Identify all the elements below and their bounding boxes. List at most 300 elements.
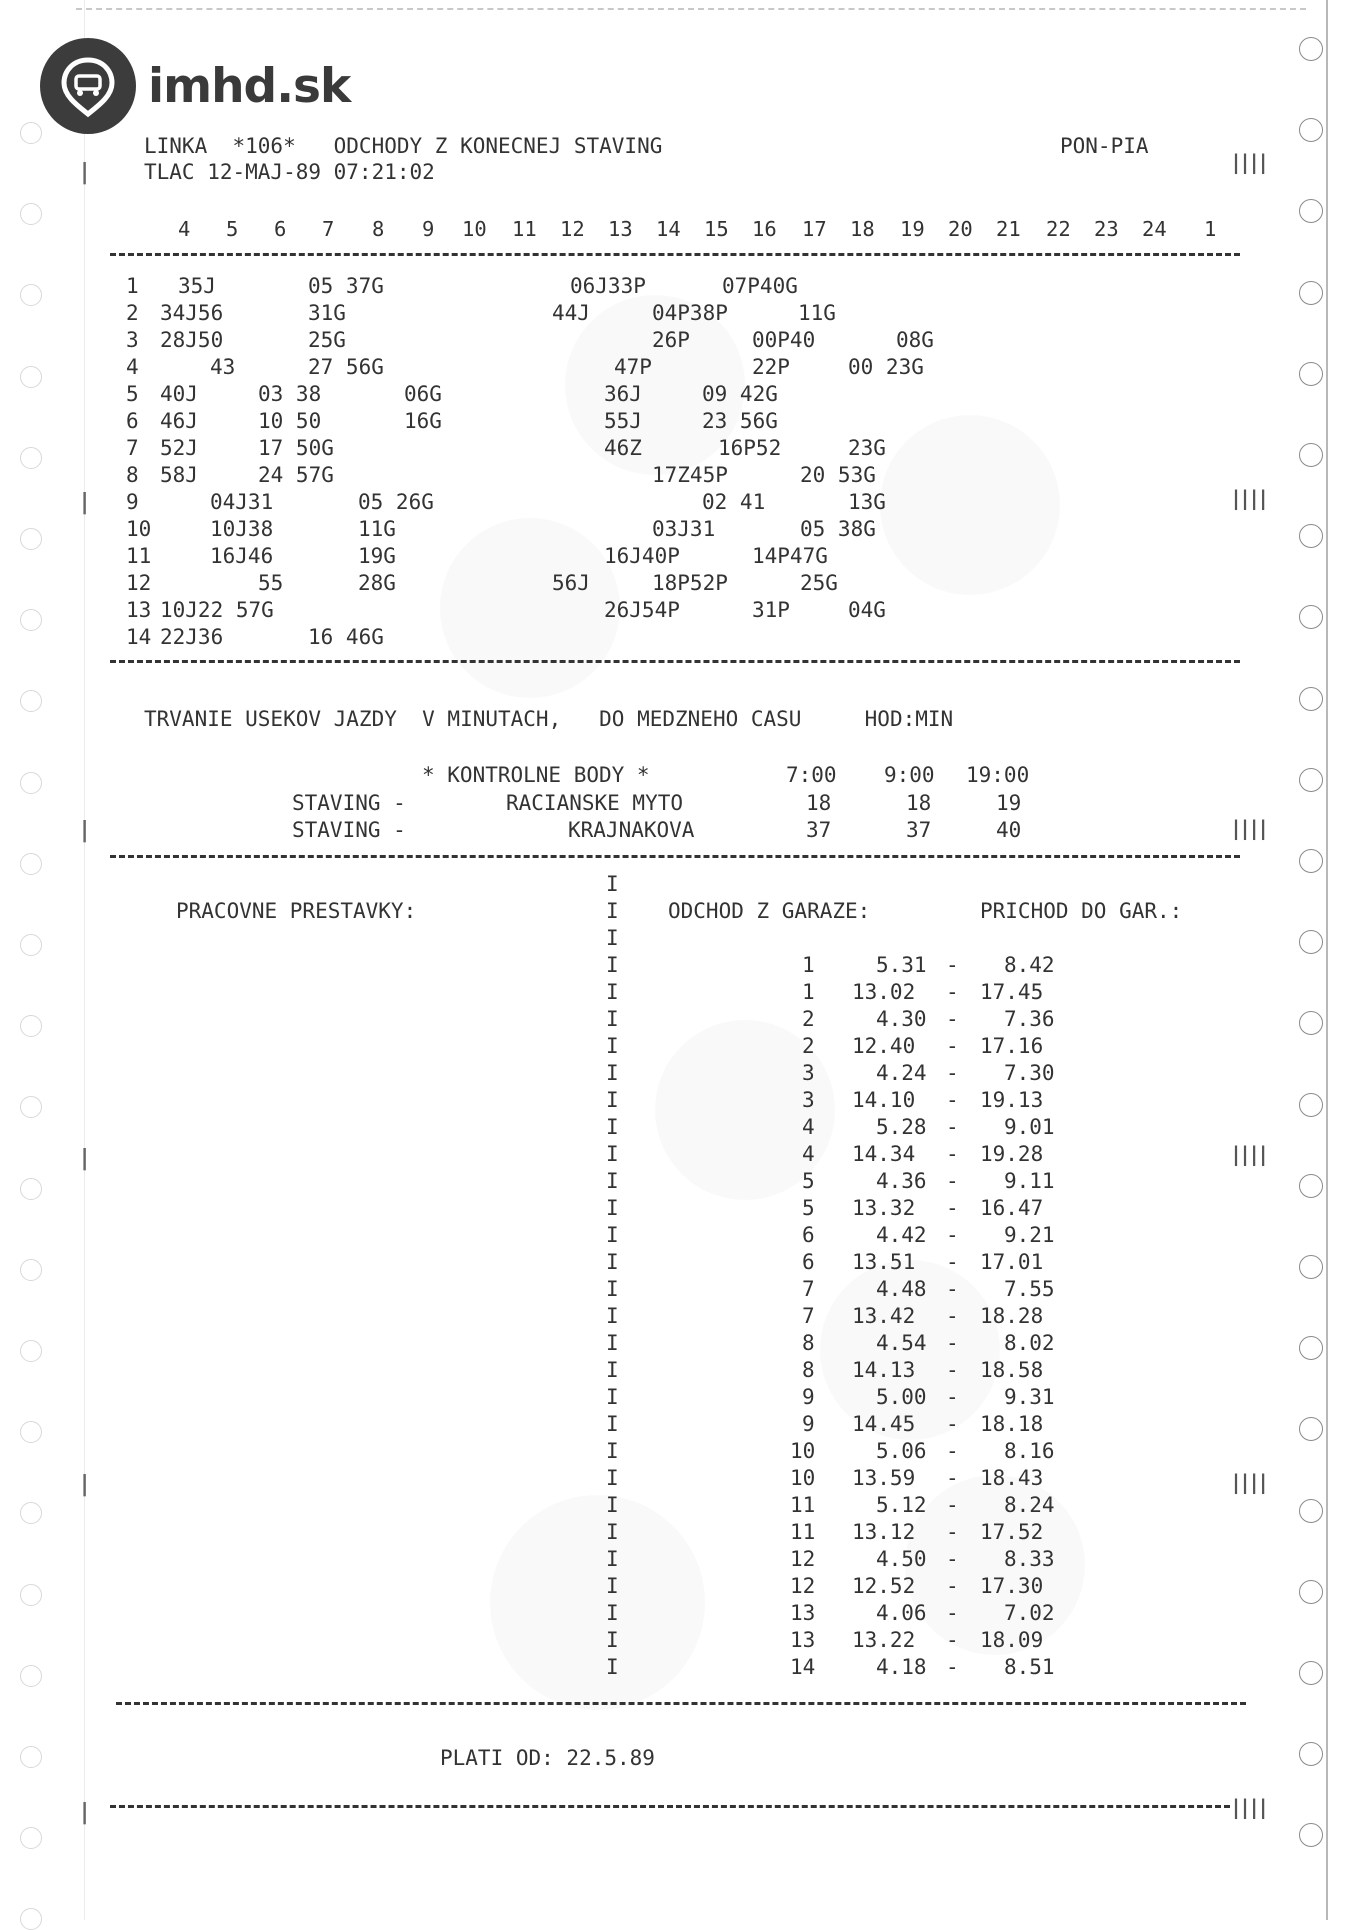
garage-bus-number: 5 — [802, 1196, 815, 1220]
hour-label: 24 — [1142, 217, 1167, 241]
hour-label: 13 — [608, 217, 633, 241]
garage-in-time: 8.42 — [1004, 953, 1055, 977]
departure-cell: 24 57G — [258, 463, 334, 487]
departure-cell: 16J40P — [604, 544, 680, 568]
separator — [110, 1805, 1230, 1808]
departure-cell: 05 38G — [800, 517, 876, 541]
departure-cell: 34J56 — [160, 301, 224, 325]
row-number: 1 — [126, 274, 139, 298]
garage-bus-number: 13 — [790, 1628, 816, 1652]
departure-cell: 04J31 — [210, 490, 274, 514]
garage-bus-number: 2 — [802, 1007, 815, 1031]
tractor-hole — [20, 1502, 42, 1524]
garage-out-time: 14.34 — [852, 1142, 916, 1166]
row-number: 9 — [126, 490, 139, 514]
hour-label: 21 — [996, 217, 1021, 241]
departure-cell: 04G — [848, 598, 886, 622]
perforation-mark: | — [78, 1800, 92, 1825]
hour-label: 9 — [422, 217, 435, 241]
row-number: 11 — [126, 544, 152, 568]
tractor-hole — [20, 690, 42, 712]
divider-glyph: I — [606, 1115, 619, 1139]
tractor-hole — [1299, 1823, 1323, 1847]
tractor-hole — [1299, 199, 1323, 223]
hour-label: 7 — [322, 217, 335, 241]
divider-glyph: I — [606, 872, 619, 896]
divider-glyph: I — [606, 1601, 619, 1625]
garage-dash: - — [946, 1574, 959, 1598]
departure-cell: 36J — [604, 382, 642, 406]
tractor-hole — [1299, 1093, 1323, 1117]
garage-in-time: 7.02 — [1004, 1601, 1055, 1625]
garage-bus-number: 1 — [802, 980, 815, 1004]
divider-glyph: I — [606, 1250, 619, 1274]
row-number: 14 — [126, 625, 152, 649]
garage-bus-number: 8 — [802, 1358, 815, 1382]
garage-in-time: 9.31 — [1004, 1385, 1055, 1409]
divider-glyph: I — [606, 1412, 619, 1436]
duration-val: 18 — [906, 791, 932, 815]
tractor-hole — [20, 1259, 42, 1281]
garage-out-time: 4.48 — [876, 1277, 927, 1301]
departure-cell: 10J22 57G — [160, 598, 274, 622]
print-timestamp: TLAC 12-MAJ-89 07:21:02 — [144, 160, 435, 184]
separator — [110, 253, 1240, 256]
garage-in-time: 17.16 — [980, 1034, 1044, 1058]
departure-cell: 17Z45P — [652, 463, 728, 487]
garage-in-time: 18.58 — [980, 1358, 1044, 1382]
garage-in-time: 8.33 — [1004, 1547, 1055, 1571]
garage-in-time: 18.09 — [980, 1628, 1044, 1652]
day-type: PON-PIA — [1060, 134, 1149, 158]
garage-out-time: 14.10 — [852, 1088, 916, 1112]
hour-label: 23 — [1094, 217, 1119, 241]
garage-bus-number: 6 — [802, 1250, 815, 1274]
departure-cell: 26P — [652, 328, 690, 352]
segment-to: KRAJNAKOVA — [568, 818, 695, 842]
garage-out-time: 4.30 — [876, 1007, 927, 1031]
departure-cell: 43 — [210, 355, 236, 379]
garage-dash: - — [946, 1385, 959, 1409]
tractor-hole — [20, 934, 42, 956]
departure-cell: 52J — [160, 436, 198, 460]
departure-cell: 26J54P — [604, 598, 680, 622]
tractor-hole — [20, 528, 42, 550]
logo-text: imhd.sk — [148, 58, 351, 114]
garage-dash: - — [946, 1439, 959, 1463]
divider-glyph: I — [606, 1142, 619, 1166]
tractor-hole — [1299, 37, 1323, 61]
divider-glyph: I — [606, 1547, 619, 1571]
bus-pin-icon — [40, 38, 136, 134]
garage-in-time: 16.47 — [980, 1196, 1044, 1220]
tractor-hole — [20, 1908, 42, 1930]
garage-dash: - — [946, 1088, 959, 1112]
departure-cell: 20 53G — [800, 463, 876, 487]
garage-in-time: 9.21 — [1004, 1223, 1055, 1247]
departure-cell: 14P47G — [752, 544, 828, 568]
tractor-hole — [1299, 768, 1323, 792]
tractor-hole — [1299, 930, 1323, 954]
tractor-hole — [1299, 281, 1323, 305]
row-number: 6 — [126, 409, 139, 433]
garage-in-time: 19.13 — [980, 1088, 1044, 1112]
segment-from: STAVING - — [292, 818, 406, 842]
hour-label: 12 — [560, 217, 585, 241]
departure-cell: 16G — [404, 409, 442, 433]
tractor-hole — [1299, 687, 1323, 711]
hour-label: 22 — [1046, 217, 1071, 241]
garage-in-time: 18.43 — [980, 1466, 1044, 1490]
divider-glyph: I — [606, 1061, 619, 1085]
departure-cell: 11G — [358, 517, 396, 541]
tractor-hole — [1299, 1174, 1323, 1198]
departure-cell: 31G — [308, 301, 346, 325]
garage-out-time: 13.22 — [852, 1628, 916, 1652]
tractor-hole — [20, 366, 42, 388]
garage-bus-number: 3 — [802, 1061, 815, 1085]
tractor-hole — [1299, 1255, 1323, 1279]
garage-dash: - — [946, 1034, 959, 1058]
hour-label: 10 — [462, 217, 487, 241]
divider-glyph: I — [606, 1088, 619, 1112]
garage-out-time: 4.36 — [876, 1169, 927, 1193]
garage-dash: - — [946, 1277, 959, 1301]
tractor-hole — [20, 122, 42, 144]
left-edge — [84, 0, 85, 1920]
garage-bus-number: 10 — [790, 1439, 816, 1463]
segment-from: STAVING - — [292, 791, 406, 815]
departure-cell: 27 56G — [308, 355, 384, 379]
top-perforation — [76, 8, 1306, 10]
divider-glyph: I — [606, 1007, 619, 1031]
perforation-mark: | — [78, 160, 92, 185]
row-number: 13 — [126, 598, 152, 622]
departure-cell: 10J38 — [210, 517, 274, 541]
garage-out-time: 4.50 — [876, 1547, 927, 1571]
garage-out-time: 5.00 — [876, 1385, 927, 1409]
garage-bus-number: 6 — [802, 1223, 815, 1247]
garage-dash: - — [946, 1304, 959, 1328]
tractor-hole — [20, 1827, 42, 1849]
tractor-hole — [1299, 443, 1323, 467]
garage-bus-number: 7 — [802, 1304, 815, 1328]
perforation-mark: | — [78, 1472, 92, 1497]
garage-dash: - — [946, 980, 959, 1004]
garage-out-time: 5.12 — [876, 1493, 927, 1517]
departure-cell: 05 26G — [358, 490, 434, 514]
departure-cell: 18P52P — [652, 571, 728, 595]
row-number: 5 — [126, 382, 139, 406]
garage-bus-number: 4 — [802, 1142, 815, 1166]
garage-in-time: 18.18 — [980, 1412, 1044, 1436]
garage-dash: - — [946, 1358, 959, 1382]
tractor-hole — [1299, 1661, 1323, 1685]
duration-val: 37 — [906, 818, 932, 842]
garage-in-time: 9.01 — [1004, 1115, 1055, 1139]
departure-cell: 35J — [178, 274, 216, 298]
garage-bus-number: 2 — [802, 1034, 815, 1058]
tractor-hole — [20, 1015, 42, 1037]
departure-cell: 03 38 — [258, 382, 322, 406]
garage-dash: - — [946, 1547, 959, 1571]
garage-bus-number: 5 — [802, 1169, 815, 1193]
garage-out-time: 13.32 — [852, 1196, 916, 1220]
separator — [110, 855, 1240, 858]
tractor-hole — [20, 1584, 42, 1606]
divider-glyph: I — [606, 1385, 619, 1409]
watermark — [490, 1495, 705, 1710]
departure-cell: 55 — [258, 571, 284, 595]
departure-cell: 04P38P — [652, 301, 728, 325]
hour-label: 17 — [802, 217, 827, 241]
garage-in-time: 8.51 — [1004, 1655, 1055, 1679]
tractor-hole — [1299, 1417, 1323, 1441]
departure-cell: 11G — [798, 301, 836, 325]
divider-glyph: I — [606, 1034, 619, 1058]
garage-bus-number: 12 — [790, 1547, 816, 1571]
garage-out-time: 4.24 — [876, 1061, 927, 1085]
garage-bus-number: 4 — [802, 1115, 815, 1139]
departure-cell: 44J — [552, 301, 590, 325]
divider-glyph: I — [606, 926, 619, 950]
departure-cell: 17 50G — [258, 436, 334, 460]
garage-in-time: 19.28 — [980, 1142, 1044, 1166]
tractor-hole — [1299, 1336, 1323, 1360]
garage-bus-number: 11 — [790, 1493, 816, 1517]
departure-cell: 46Z — [604, 436, 642, 460]
garage-out-time: 13.51 — [852, 1250, 916, 1274]
tractor-hole — [1299, 1499, 1323, 1523]
hour-label: 1 — [1204, 217, 1217, 241]
departure-cell: 46J — [160, 409, 198, 433]
garage-out-time: 13.42 — [852, 1304, 916, 1328]
row-number: 12 — [126, 571, 152, 595]
hour-label: 8 — [372, 217, 385, 241]
time-700: 7:00 — [786, 763, 837, 787]
divider-glyph: I — [606, 1304, 619, 1328]
garage-in-time: 17.30 — [980, 1574, 1044, 1598]
garage-out-time: 14.13 — [852, 1358, 916, 1382]
tractor-hole — [20, 284, 42, 306]
garage-out-time: 12.40 — [852, 1034, 916, 1058]
garage-out-time: 13.02 — [852, 980, 916, 1004]
duration-val: 40 — [996, 818, 1022, 842]
garage-dash: - — [946, 1142, 959, 1166]
perforation-mark: | — [78, 490, 92, 515]
garage-in-time: 7.36 — [1004, 1007, 1055, 1031]
perforation-mark: |||| — [1230, 150, 1267, 174]
perforation-mark: |||| — [1230, 1795, 1267, 1819]
divider-glyph: I — [606, 1520, 619, 1544]
garage-out-time: 12.52 — [852, 1574, 916, 1598]
garage-in-time: 18.28 — [980, 1304, 1044, 1328]
departure-cell: 55J — [604, 409, 642, 433]
duration-val: 37 — [806, 818, 832, 842]
hour-label: 6 — [274, 217, 287, 241]
departure-cell: 03J31 — [652, 517, 716, 541]
row-number: 4 — [126, 355, 139, 379]
garage-bus-number: 14 — [790, 1655, 816, 1679]
departure-cell: 00 23G — [848, 355, 924, 379]
departure-cell: 16J46 — [210, 544, 274, 568]
tractor-hole — [20, 1665, 42, 1687]
perforation-mark: |||| — [1230, 1142, 1267, 1166]
departure-cell: 58J — [160, 463, 198, 487]
divider-glyph: I — [606, 899, 619, 923]
tractor-hole — [1299, 118, 1323, 142]
duration-val: 18 — [806, 791, 832, 815]
garage-dash: - — [946, 1196, 959, 1220]
divider-glyph: I — [606, 1466, 619, 1490]
departure-cell: 22J36 — [160, 625, 224, 649]
garage-in-time: 9.11 — [1004, 1169, 1055, 1193]
garage-bus-number: 13 — [790, 1601, 816, 1625]
garage-out-time: 14.45 — [852, 1412, 916, 1436]
divider-glyph: I — [606, 1439, 619, 1463]
divider-glyph: I — [606, 980, 619, 1004]
tractor-hole — [1299, 1580, 1323, 1604]
tractor-hole — [20, 609, 42, 631]
garage-dash: - — [946, 1412, 959, 1436]
garage-in-time: 8.02 — [1004, 1331, 1055, 1355]
garage-out-time: 4.54 — [876, 1331, 927, 1355]
departure-cell: 19G — [358, 544, 396, 568]
time-900: 9:00 — [884, 763, 935, 787]
departure-cell: 13G — [848, 490, 886, 514]
valid-from: PLATI OD: 22.5.89 — [440, 1746, 655, 1770]
departure-cell: 47P — [614, 355, 652, 379]
divider-glyph: I — [606, 1223, 619, 1247]
departure-cell: 28J50 — [160, 328, 224, 352]
perforation-mark: |||| — [1230, 816, 1267, 840]
departure-cell: 05 37G — [308, 274, 384, 298]
departure-cell: 25G — [308, 328, 346, 352]
tractor-hole — [20, 1096, 42, 1118]
separator — [116, 1702, 1246, 1705]
departure-cell: 10 50 — [258, 409, 322, 433]
garage-in-time: 8.24 — [1004, 1493, 1055, 1517]
row-number: 7 — [126, 436, 139, 460]
departure-cell: 09 42G — [702, 382, 778, 406]
row-number: 8 — [126, 463, 139, 487]
divider-glyph: I — [606, 1628, 619, 1652]
duration-val: 19 — [996, 791, 1022, 815]
departure-cell: 08G — [896, 328, 934, 352]
garage-dash: - — [946, 1115, 959, 1139]
garage-dash: - — [946, 1655, 959, 1679]
garage-dash: - — [946, 1169, 959, 1193]
garage-dash: - — [946, 953, 959, 977]
garage-bus-number: 3 — [802, 1088, 815, 1112]
departure-cell: 00P40 — [752, 328, 816, 352]
imhd-logo — [40, 38, 350, 134]
divider-glyph: I — [606, 1655, 619, 1679]
garage-bus-number: 9 — [802, 1412, 815, 1436]
durations-title: TRVANIE USEKOV JAZDY V MINUTACH, DO MEDZNEHO CASU HOD:MIN — [144, 707, 954, 731]
tractor-hole — [20, 447, 42, 469]
departure-cell: 56J — [552, 571, 590, 595]
separator — [110, 660, 1240, 663]
garage-out-time: 5.28 — [876, 1115, 927, 1139]
departure-cell: 06G — [404, 382, 442, 406]
garage-out-time: 5.31 — [876, 953, 927, 977]
watermark — [880, 415, 1060, 595]
line-title: LINKA *106* ODCHODY Z KONECNEJ STAVING — [144, 134, 663, 158]
departure-cell: 23 56G — [702, 409, 778, 433]
right-edge — [1326, 0, 1328, 1920]
tractor-hole — [1299, 1742, 1323, 1766]
garage-dash: - — [946, 1628, 959, 1652]
divider-glyph: I — [606, 1277, 619, 1301]
perforation-mark: | — [78, 818, 92, 843]
garage-out-time: 4.42 — [876, 1223, 927, 1247]
hour-label: 16 — [752, 217, 777, 241]
departure-cell: 28G — [358, 571, 396, 595]
breaks-label: PRACOVNE PRESTAVKY: — [176, 899, 417, 923]
hour-label: 20 — [948, 217, 973, 241]
watermark — [440, 518, 620, 698]
tractor-hole — [20, 1421, 42, 1443]
hour-label: 18 — [850, 217, 875, 241]
tractor-hole — [1299, 849, 1323, 873]
garage-dash: - — [946, 1601, 959, 1625]
tractor-hole — [20, 853, 42, 875]
garage-dash: - — [946, 1520, 959, 1544]
hour-label: 14 — [656, 217, 681, 241]
garage-out-time: 5.06 — [876, 1439, 927, 1463]
divider-glyph: I — [606, 953, 619, 977]
garage-dash: - — [946, 1466, 959, 1490]
tractor-hole — [1299, 362, 1323, 386]
hour-label: 11 — [512, 217, 537, 241]
departure-cell: 02 41 — [702, 490, 766, 514]
row-number: 2 — [126, 301, 139, 325]
divider-glyph: I — [606, 1493, 619, 1517]
garage-bus-number: 1 — [802, 953, 815, 977]
garage-dash: - — [946, 1007, 959, 1031]
tractor-hole — [20, 1746, 42, 1768]
row-number: 3 — [126, 328, 139, 352]
tractor-hole — [1299, 524, 1323, 548]
garage-in-time: 17.52 — [980, 1520, 1044, 1544]
departure-cell: 16 46G — [308, 625, 384, 649]
row-number: 10 — [126, 517, 152, 541]
garage-bus-number: 12 — [790, 1574, 816, 1598]
garage-bus-number: 10 — [790, 1466, 816, 1490]
tractor-hole — [20, 1340, 42, 1362]
control-points-label: * KONTROLNE BODY * — [422, 763, 650, 787]
departure-cell: 31P — [752, 598, 790, 622]
garage-in-time: 8.16 — [1004, 1439, 1055, 1463]
time-1900: 19:00 — [966, 763, 1030, 787]
garage-bus-number: 8 — [802, 1331, 815, 1355]
tractor-hole — [20, 203, 42, 225]
garage-bus-number: 11 — [790, 1520, 816, 1544]
departure-cell: 25G — [800, 571, 838, 595]
garage-dash: - — [946, 1223, 959, 1247]
hour-label: 19 — [900, 217, 925, 241]
garage-dash: - — [946, 1331, 959, 1355]
tractor-hole — [20, 1178, 42, 1200]
tractor-hole — [1299, 1011, 1323, 1035]
divider-glyph: I — [606, 1169, 619, 1193]
divider-glyph: I — [606, 1574, 619, 1598]
perforation-mark: |||| — [1230, 1470, 1267, 1494]
garage-out-time: 13.59 — [852, 1466, 916, 1490]
segment-to: RACIANSKE MYTO — [506, 791, 684, 815]
perforation-mark: | — [78, 1146, 92, 1171]
